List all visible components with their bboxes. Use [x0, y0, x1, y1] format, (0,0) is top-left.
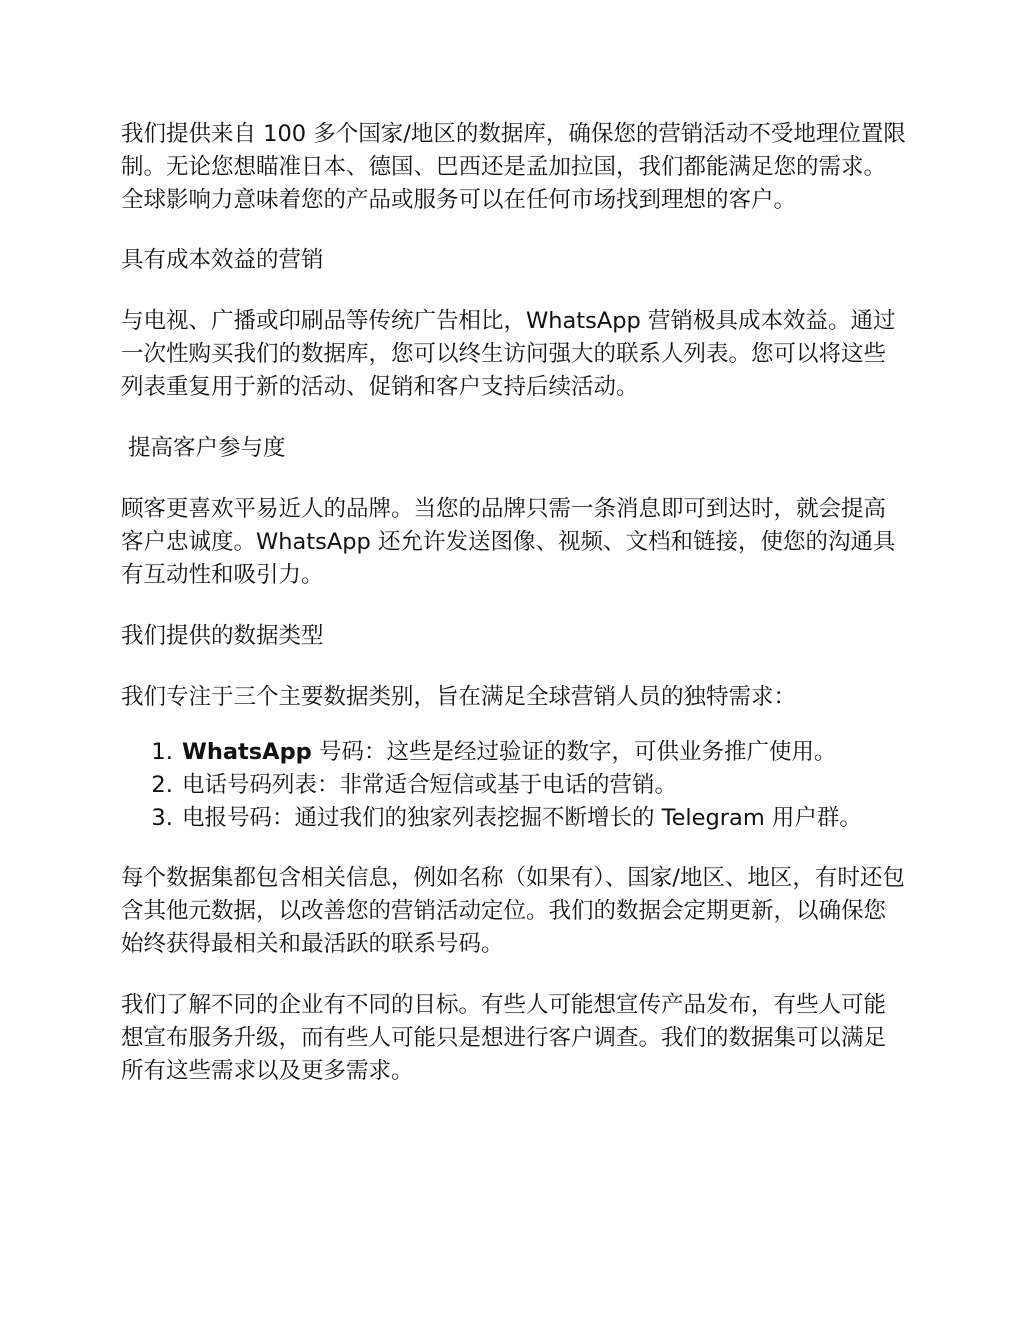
heading-engagement: 提高客户参与度	[128, 435, 286, 461]
list-item-text: 号码：这些是经过验证的数字，可供业务推广使用。	[311, 739, 837, 765]
list-item-bold: WhatsApp	[182, 739, 312, 765]
goals-paragraph: 我们了解不同的企业有不同的目标。有些人可能想宣传产品发布，有些人可能想宣布服务升级，而有些人可能只是想进行客户调查。我们的数据集可以满足所有这些需求以及更多需求。	[121, 992, 887, 1084]
cost-paragraph: 与电视、广播或印刷品等传统广告相比，WhatsApp 营销极具成本效益。通过一次性购买我们的数据库，您可以终生访问强大的联系人列表。您可以将这些列表重复用于新的活动、促销和客户支持后续活动。	[121, 308, 896, 400]
heading-data-types: 我们提供的数据类型	[121, 623, 324, 649]
list-item-text: 电报号码：通过我们的独家列表挖掘不断增长的 Telegram 用户群。	[182, 805, 862, 831]
data-types-intro: 我们专注于三个主要数据类别，旨在满足全球营销人员的独特需求：	[121, 684, 797, 710]
engagement-paragraph: 顾客更喜欢平易近人的品牌。当您的品牌只需一条消息即可到达时，就会提高客户忠诚度。WhatsApp 还允许发送图像、视频、文档和链接，使您的沟通具有互动性和吸引力。	[121, 496, 896, 588]
intro-paragraph: 我们提供来自 100 多个国家/地区的数据库，确保您的营销活动不受地理位置限制。无论您想瞄准日本、德国、巴西还是孟加拉国，我们都能满足您的需求。全球影响力意味着您的产品或服务可以在任何市场找到理想的客户。	[121, 121, 906, 213]
list-item	[180, 802, 906, 835]
list-item	[180, 736, 906, 769]
dataset-paragraph: 每个数据集都包含相关信息，例如名称（如果有）、国家/地区、地区，有时还包含其他元数据，以改善您的营销活动定位。我们的数据会定期更新，以确保您始终获得最相关和最活跃的联系号码。	[121, 865, 905, 957]
list-item	[180, 769, 906, 802]
heading-cost-effective: 具有成本效益的营销	[121, 247, 324, 273]
document-page	[121, 118, 906, 1116]
data-types-list	[121, 736, 906, 835]
list-item-text: 电话号码列表：非常适合短信或基于电话的营销。	[182, 772, 678, 798]
